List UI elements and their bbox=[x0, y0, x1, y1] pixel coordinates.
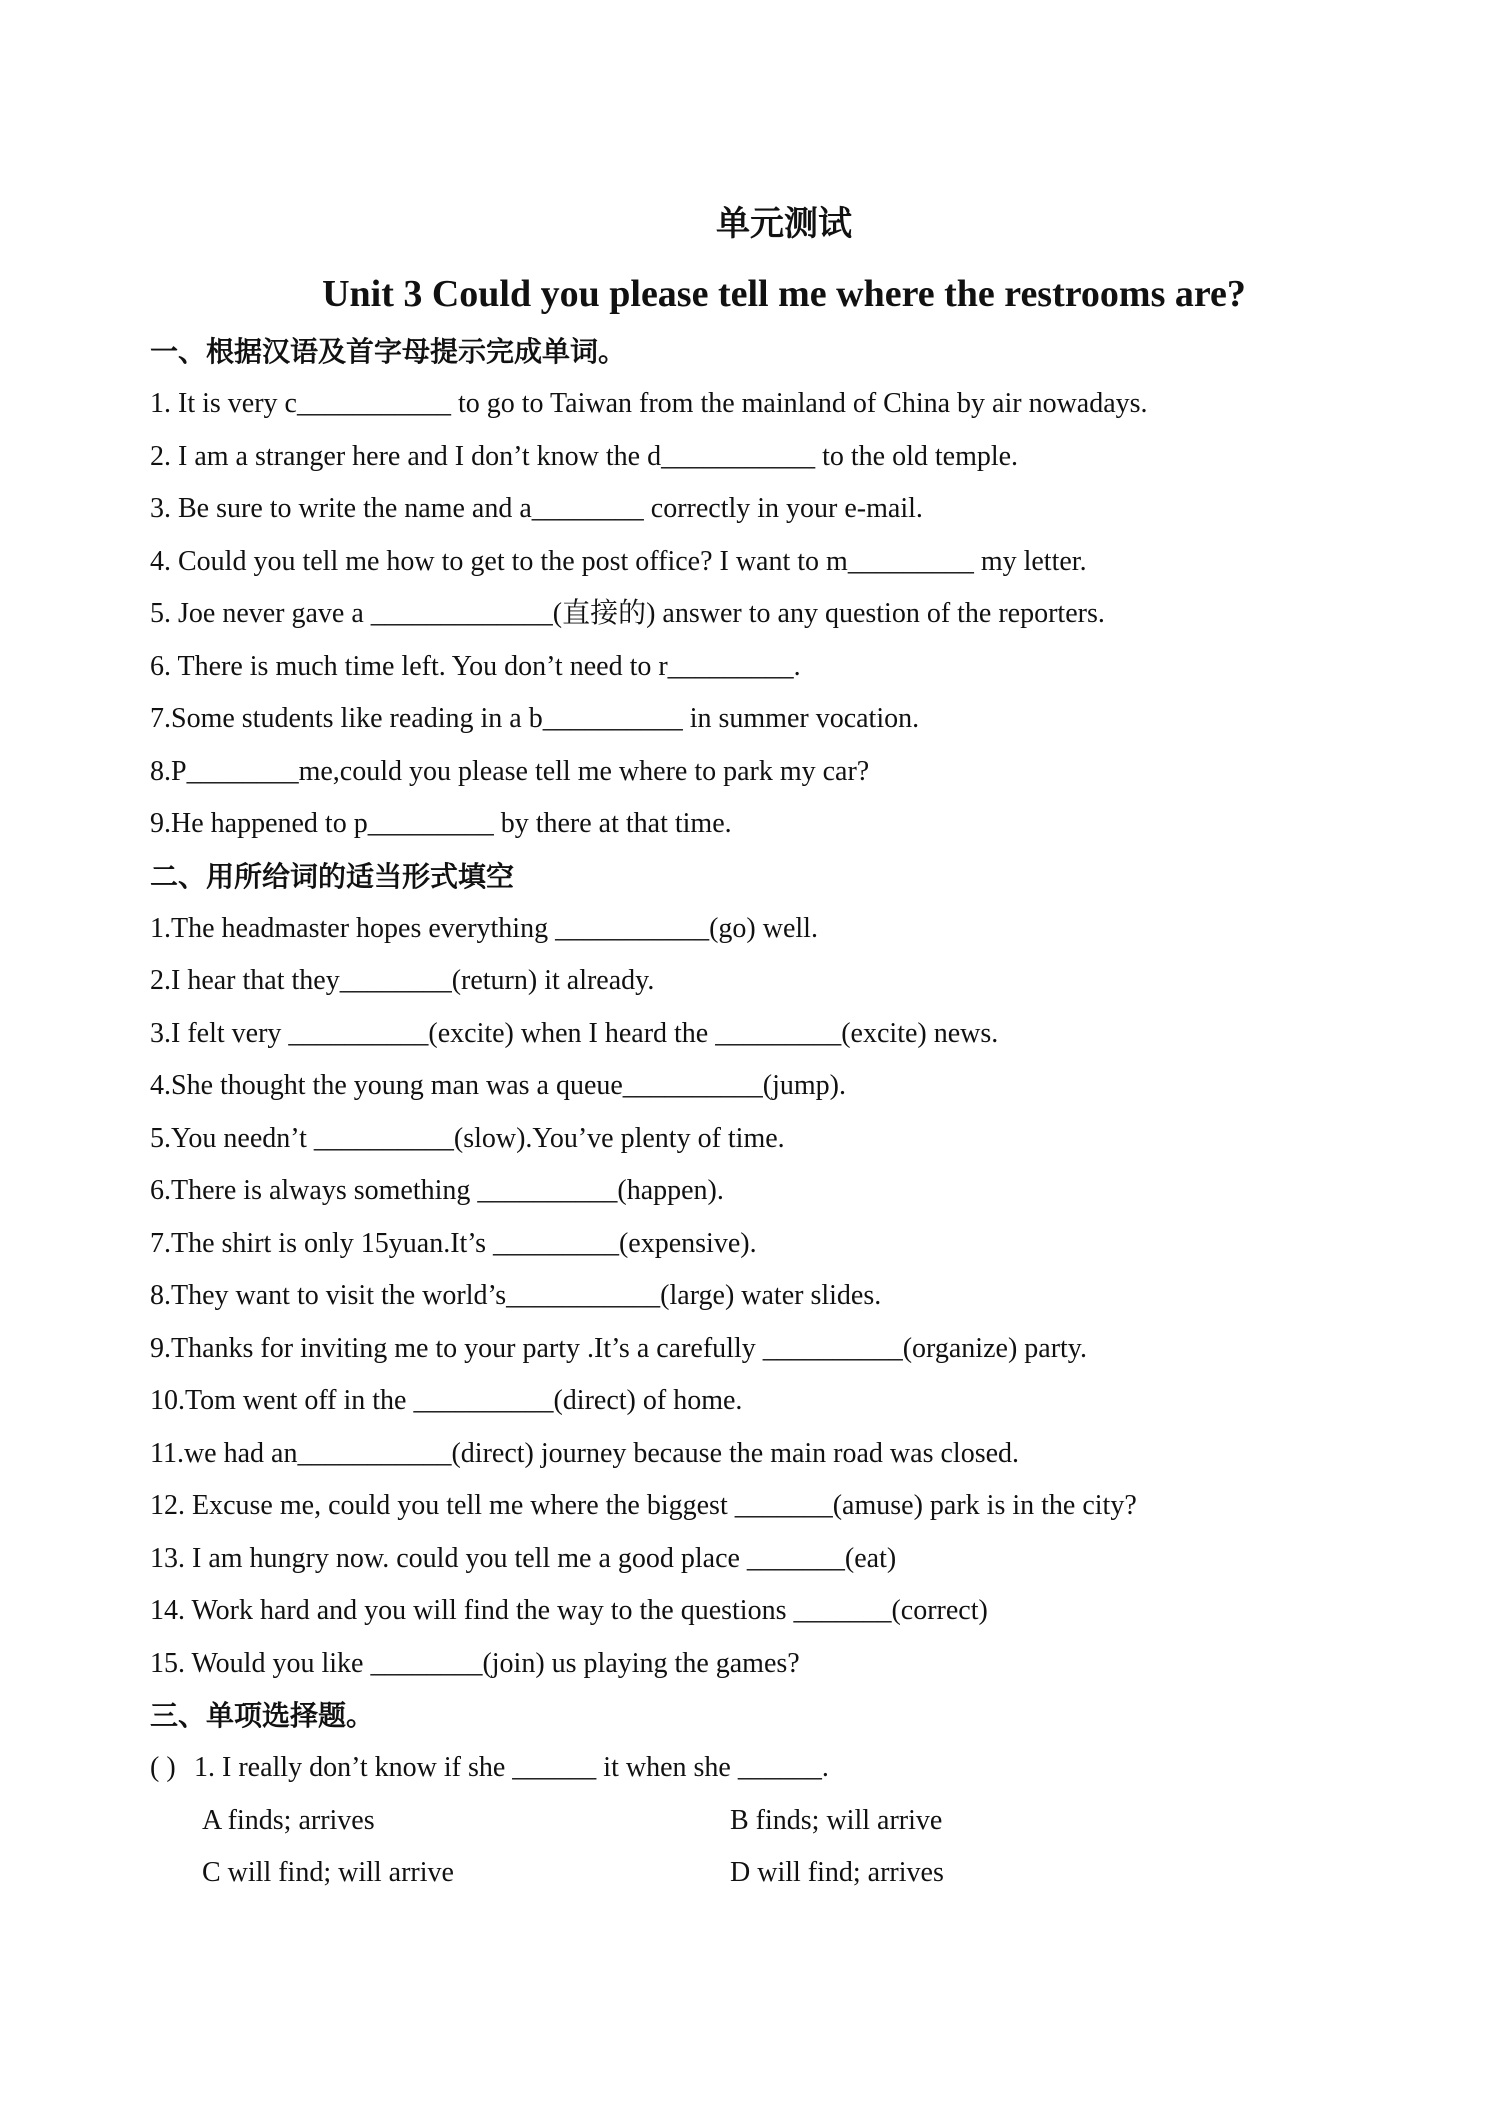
answer-bracket: ( ) bbox=[150, 1752, 176, 1783]
question-1-options bbox=[150, 1795, 1388, 1900]
option-d: D will find; arrives bbox=[730, 1857, 944, 1888]
question-1 bbox=[150, 1742, 1388, 1795]
section-2-item-4: 4.She thought the young man was a queue__________(jump). bbox=[150, 1070, 847, 1101]
section-1-item-3: 3. Be sure to write the name and a________ correctly in your e-mail. bbox=[150, 493, 923, 524]
section-2-item-8: 8.They want to visit the world’s___________(large) water slides. bbox=[150, 1280, 882, 1311]
section-2-item-3: 3.I felt very __________(excite) when I heard the _________(excite) news. bbox=[150, 1017, 999, 1049]
section-2-item-14: 14. Work hard and you will find the way to the questions _______(correct) bbox=[150, 1595, 988, 1626]
section-2-item-13: 13. I am hungry now. could you tell me a good place _______(eat) bbox=[150, 1542, 897, 1574]
section-2-item-9: 9.Thanks for inviting me to your party .It’s a carefully __________(organize) party. bbox=[150, 1332, 1087, 1364]
section-2-item-7: 7.The shirt is only 15yuan.It’s _________(expensive). bbox=[150, 1227, 757, 1259]
page-title-en: Unit 3 Could you please tell me where the restrooms are? bbox=[322, 273, 1246, 315]
option-a: A finds; arrives bbox=[202, 1804, 375, 1836]
section-1-item-9: 9.He happened to p_________ by there at that time. bbox=[150, 808, 732, 839]
section-2-item-15: 15. Would you like ________(join) us playing the games? bbox=[150, 1647, 800, 1679]
option-b: B finds; will arrive bbox=[730, 1804, 943, 1836]
section-3-heading: 三、单项选择题。 bbox=[150, 1699, 375, 1732]
section-2-item-1: 1.The headmaster hopes everything ___________(go) well. bbox=[150, 912, 818, 944]
page-title-cn: 单元测试 bbox=[716, 206, 852, 243]
section-1-item-8: 8.P________me,could you please tell me where to park my car? bbox=[150, 755, 870, 787]
section-1-item-6: 6. There is much time left. You don’t need to r_________. bbox=[150, 650, 801, 682]
section-2-heading: 二、用所给词的适当形式填空 bbox=[150, 859, 515, 893]
section-1-item-1: 1. It is very c___________ to go to Taiwan from the mainland of China by air nowadays. bbox=[150, 388, 1148, 419]
section-2-item-2: 2.I hear that they________(return) it already. bbox=[150, 965, 655, 996]
section-2-item-5: 5.You needn’t __________(slow).You’ve plenty of time. bbox=[150, 1122, 785, 1154]
section-2-item-10: 10.Tom went off in the __________(direct) of home. bbox=[150, 1385, 743, 1416]
section-1-item-2: 2. I am a stranger here and I don’t know the d___________ to the old temple. bbox=[150, 440, 1019, 472]
section-1-item-5: 5. Joe never gave a _____________(直接的) answer to any question of the reporters. bbox=[150, 598, 1105, 629]
section-2-item-6: 6.There is always something __________(happen). bbox=[150, 1175, 724, 1206]
section-2-item-12: 12. Excuse me, could you tell me where the biggest _______(amuse) park is in the city? bbox=[150, 1490, 1137, 1521]
question-1-text: 1. I really don’t know if she ______ it when she ______. bbox=[194, 1752, 829, 1783]
section-1-heading: 一、根据汉语及首字母提示完成单词。 bbox=[150, 335, 627, 368]
option-c: C will find; will arrive bbox=[202, 1857, 454, 1888]
section-1-item-7: 7.Some students like reading in a b__________ in summer vocation. bbox=[150, 703, 920, 734]
section-2-item-11: 11.we had an___________(direct) journey because the main road was closed. bbox=[150, 1437, 1020, 1469]
section-1-item-4: 4. Could you tell me how to get to the post office? I want to m_________ my letter. bbox=[150, 545, 1087, 577]
